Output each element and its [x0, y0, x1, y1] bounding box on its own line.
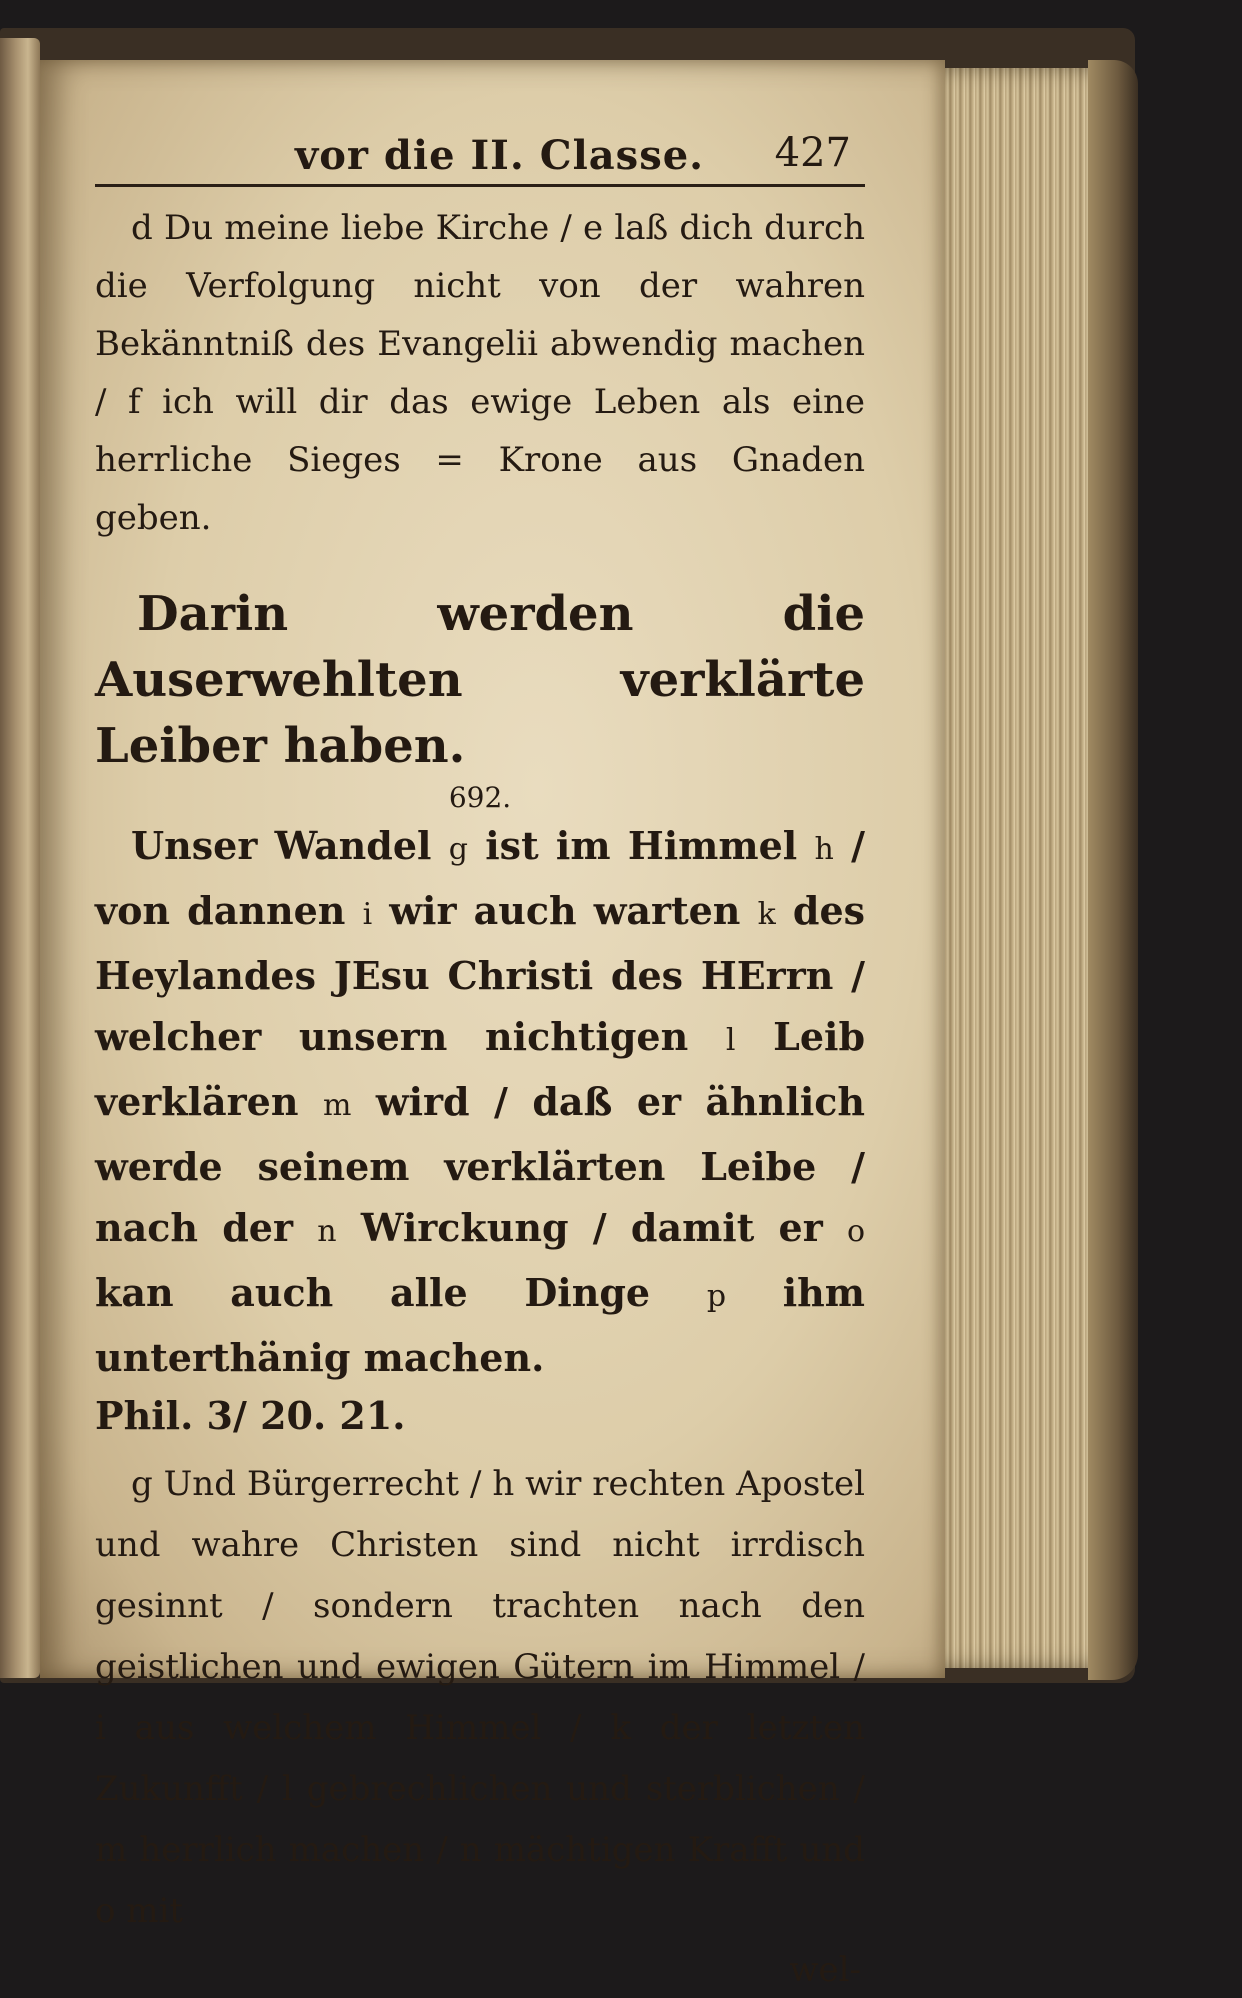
page-number: 427	[774, 130, 851, 176]
book-cover-edge	[1088, 60, 1138, 1680]
verse-text	[95, 815, 865, 1388]
verse-segment: Wirckung / damit er	[360, 1205, 823, 1250]
running-title: vor die II. Classe.	[295, 132, 705, 179]
section-heading: Darin werden die Auserwehlten verklärte Leiber haben.	[95, 586, 865, 774]
note-marker: l	[725, 1023, 736, 1058]
facing-page-edge	[0, 38, 40, 1678]
page-header	[95, 128, 865, 187]
verse-segment: ihm unterthänig machen.	[95, 1270, 866, 1380]
verse-segment: Unser Wandel	[131, 823, 432, 868]
note-marker: m	[322, 1088, 352, 1123]
footnote-paragraph: d Du meine liebe Kirche / e laß dich durch die Verfolgung nicht von der wahren Bekänntniß des Evangelii abwendig machen / f ich will dir das ewige Leben als eine herrliche Sieges = Krone aus Gnaden geben.	[95, 208, 865, 538]
note-marker: i	[362, 897, 373, 932]
catchword: wel-	[789, 1950, 861, 1990]
page-content	[95, 128, 865, 1998]
verse-segment: wird / daß er ähnlich werde seinem verklärten Leibe / nach der	[95, 1079, 866, 1250]
footnotes: g Und Bürgerrecht / h wir rechten Apostel und wahre Christen sind nicht irrdisch gesinnt / sondern trachten nach den geistlichen und ewigen Gütern im Himmel / i aus welchem Himmel / k der letzten Zukunfft / l gebrechlichen und sterblichen / m herrlich machen / n mächtigen Krafft und o mit	[95, 1464, 865, 1931]
verse-segment: kan auch alle Dinge	[95, 1270, 651, 1315]
note-marker: g	[448, 832, 468, 867]
note-marker: k	[757, 897, 776, 932]
verse-segment: des Heylandes JEsu Christi des HErrn / welcher unsern nichtigen	[95, 888, 866, 1059]
note-marker: n	[317, 1214, 337, 1249]
verse-segment: Leib verklären	[95, 1014, 866, 1124]
note-marker: p	[706, 1279, 727, 1314]
note-marker: o	[846, 1214, 866, 1249]
verse-segment: / von dannen	[95, 823, 865, 933]
scripture-reference: Phil. 3/ 20. 21.	[95, 1393, 406, 1438]
verse-segment: ist im Himmel	[485, 823, 798, 868]
verse-number: 692.	[448, 781, 512, 814]
verse-segment: wir auch warten	[389, 888, 741, 933]
note-marker: h	[814, 832, 834, 867]
